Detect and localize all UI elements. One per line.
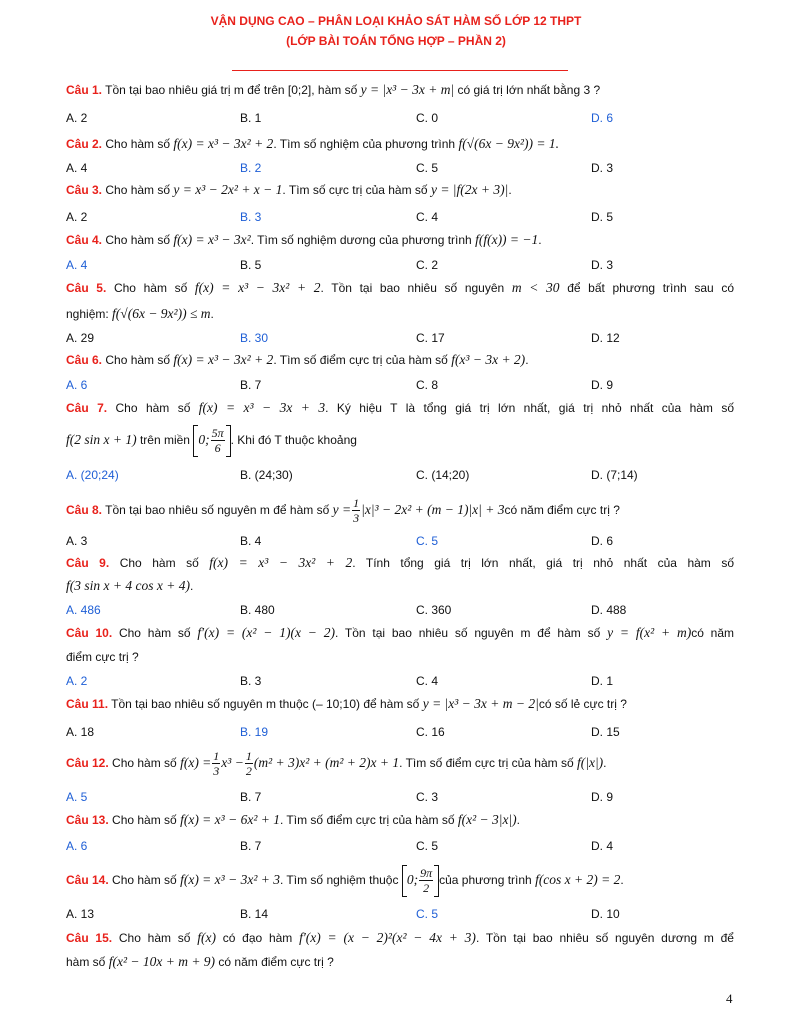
question-9 — [66, 553, 734, 573]
question-text: Cho hàm số — [105, 233, 171, 247]
question-text: . Tồn tại bao nhiêu số nguyên m để hàm số — [335, 626, 601, 640]
question-text: . — [620, 873, 624, 887]
math-expression: x³ − — [221, 755, 244, 770]
question-3 — [66, 180, 734, 200]
question-number: Câu 15. — [66, 931, 113, 945]
question-number: Câu 14. — [66, 873, 109, 887]
option-a: A. 4 — [66, 161, 88, 175]
question-text: . — [538, 233, 542, 247]
question-text: nghiệm: — [66, 307, 109, 321]
options-2 — [66, 161, 766, 177]
math-expression: f(cos x + 2) = 2 — [535, 872, 621, 887]
fraction-numerator: 1 — [245, 749, 252, 764]
option-c: C. 2 — [416, 258, 439, 272]
option-b: B. 480 — [240, 603, 275, 617]
option-d: D. 3 — [591, 258, 614, 272]
question-text: có năm điểm cực trị ? — [218, 955, 334, 969]
option-a-answer: A. 5 — [66, 790, 88, 804]
option-a-answer: A. 4 — [66, 258, 88, 272]
question-text: . Tồn tại bao nhiêu số nguyên — [320, 281, 505, 295]
options-6 — [66, 378, 766, 394]
option-b-answer: B. 3 — [240, 210, 262, 224]
fraction — [212, 750, 220, 777]
option-c: C. 5 — [416, 839, 439, 853]
question-number: Câu 13. — [66, 813, 109, 827]
question-text: . Tìm số điểm cực trị của hàm số — [279, 813, 455, 827]
math-expression: f(x² − 10x + m + 9) — [108, 954, 216, 969]
option-b: B. 7 — [240, 839, 262, 853]
fraction-denominator: 3 — [213, 764, 220, 779]
option-b: B. (24;30) — [240, 468, 293, 482]
question-9-line-2 — [66, 576, 734, 596]
question-12 — [66, 745, 734, 781]
question-number: Câu 4. — [66, 233, 103, 247]
question-number: Câu 8. — [66, 503, 103, 517]
option-c: C. 4 — [416, 674, 439, 688]
math-expression: 0; — [406, 872, 419, 887]
question-text: có năm — [691, 626, 735, 640]
question-number: Câu 1. — [66, 83, 103, 97]
question-14 — [66, 862, 734, 898]
option-d: D. 3 — [591, 161, 614, 175]
question-text: . Tìm số nghiệm dương của phương trình — [250, 233, 472, 247]
fraction-denominator: 2 — [245, 764, 252, 779]
question-text: . Tìm số nghiệm của phương trình — [273, 137, 456, 151]
question-number: Câu 12. — [66, 756, 109, 770]
question-text: . Tính tổng giá trị lớn nhất, giá trị nhỏ nhất của hàm số — [352, 556, 734, 570]
question-11 — [66, 694, 734, 714]
fraction — [245, 750, 253, 777]
options-9 — [66, 603, 766, 619]
option-a: A. 2 — [66, 111, 88, 125]
question-text: . Khi đó T thuộc khoảng — [230, 433, 357, 447]
option-b: B. 14 — [240, 907, 269, 921]
math-expression: f(x) = x³ − 3x² — [173, 232, 251, 247]
option-d: D. 9 — [591, 790, 614, 804]
option-d: D. 4 — [591, 839, 614, 853]
math-expression: f(x) = x³ − 3x² + 2 — [173, 136, 274, 151]
options-1 — [66, 111, 766, 127]
question-text: Cho hàm số — [112, 813, 177, 827]
question-15 — [66, 928, 734, 948]
option-a-answer: A. (20;24) — [66, 468, 119, 482]
option-d: D. (7;14) — [591, 468, 638, 482]
question-text: Cho hàm số — [118, 626, 191, 640]
question-1 — [66, 80, 734, 100]
option-b-answer: B. 2 — [240, 161, 262, 175]
option-c: C. 16 — [416, 725, 445, 739]
question-number: Câu 2. — [66, 137, 103, 151]
question-number: Câu 9. — [66, 556, 110, 570]
question-text: để bất phương trình sau có — [567, 281, 735, 295]
fraction — [419, 867, 433, 894]
option-c: C. 5 — [416, 161, 439, 175]
option-a-answer: A. 6 — [66, 839, 88, 853]
question-10 — [66, 623, 734, 643]
math-expression: f(x² − 3|x|) — [457, 812, 517, 827]
option-d: D. 5 — [591, 210, 614, 224]
math-expression: y = — [332, 502, 352, 517]
math-expression: f(x) = — [180, 755, 212, 770]
fraction-numerator: 5π — [211, 426, 224, 441]
header-divider — [232, 70, 568, 71]
math-expression: y = |x³ − 3x + m| — [360, 82, 455, 97]
question-text: . — [525, 353, 529, 367]
question-text: Cho hàm số — [105, 137, 171, 151]
option-d: D. 15 — [591, 725, 620, 739]
question-number: Câu 6. — [66, 353, 103, 367]
math-expression: y = x³ − 2x² + x − 1 — [173, 182, 283, 197]
question-text: có giá trị lớn nhất bằng 3 ? — [457, 83, 601, 97]
question-text: . — [516, 813, 521, 827]
option-c: C. 0 — [416, 111, 439, 125]
question-number: Câu 10. — [66, 626, 113, 640]
question-10-line-2 — [66, 647, 734, 667]
math-expression: m < 30 — [511, 280, 560, 295]
math-expression: f(x) = x³ − 3x² + 2 — [209, 555, 353, 570]
option-d-answer: D. 6 — [591, 111, 614, 125]
document-title: VẬN DỤNG CAO – PHÂN LOẠI KHẢO SÁT HÀM SỐ LỚP 12 THPT — [210, 14, 582, 28]
option-c-answer: C. 5 — [416, 907, 439, 921]
question-text: trên miền — [139, 433, 190, 447]
question-text: của phương trình — [439, 873, 532, 887]
page-number: 4 — [726, 991, 733, 1006]
option-b: B. 4 — [240, 534, 262, 548]
option-d: D. 10 — [591, 907, 620, 921]
question-6 — [66, 350, 734, 370]
question-7-line-2 — [66, 422, 734, 458]
question-number: Câu 3. — [66, 183, 103, 197]
question-2 — [66, 134, 734, 154]
math-expression: f′(x) = (x² − 1)(x − 2) — [197, 625, 335, 640]
math-expression: f(√(6x − 9x²)) ≤ m — [112, 306, 211, 321]
option-c: C. (14;20) — [416, 468, 470, 482]
option-a: A. 3 — [66, 534, 88, 548]
option-c: C. 4 — [416, 210, 439, 224]
option-b-answer: B. 19 — [240, 725, 269, 739]
options-11 — [66, 725, 766, 741]
option-d: D. 488 — [591, 603, 627, 617]
question-text: Tồn tại bao nhiêu số nguyên m thuộc (– 10;10) để hàm số — [111, 697, 420, 711]
option-c: C. 360 — [416, 603, 452, 617]
question-number: Câu 5. — [66, 281, 107, 295]
question-text: Cho hàm số — [105, 353, 171, 367]
question-text: . — [603, 756, 607, 770]
fraction — [211, 427, 225, 454]
question-text: hàm số — [66, 955, 106, 969]
option-c: C. 3 — [416, 790, 439, 804]
question-text: Cho hàm số — [112, 873, 177, 887]
option-d: D. 12 — [591, 331, 620, 345]
fraction-denominator: 3 — [353, 511, 360, 526]
fraction-denominator: 2 — [423, 881, 430, 896]
question-7 — [66, 398, 734, 418]
math-expression: f(x³ − 3x + 2) — [451, 352, 526, 367]
math-expression: 0; — [198, 432, 210, 447]
option-b: B. 3 — [240, 674, 262, 688]
question-text: Cho hàm số — [105, 183, 171, 197]
question-5 — [66, 278, 734, 298]
option-a: A. 18 — [66, 725, 95, 739]
math-expression: y = f(x² + m) — [607, 625, 692, 640]
fraction-denominator: 6 — [214, 441, 221, 456]
question-text: Tồn tại bao nhiêu giá trị m để trên [0;2], hàm số — [105, 83, 358, 97]
math-expression: |x|³ − 2x² + (m − 1)|x| + 3 — [361, 502, 505, 517]
option-a-answer: A. 2 — [66, 674, 88, 688]
math-expression: f(√(6x − 9x²)) = 1. — [458, 136, 559, 151]
question-text: Tồn tại bao nhiêu số nguyên m để hàm số — [105, 503, 330, 517]
options-10 — [66, 674, 766, 690]
options-14 — [66, 907, 766, 923]
math-expression: f(x) = x³ − 3x² + 2 — [194, 280, 321, 295]
question-text: . Tồn tại bao nhiêu số nguyên dương m để — [475, 931, 734, 945]
option-c-answer: C. 5 — [416, 534, 439, 548]
option-a-answer: A. 6 — [66, 378, 88, 392]
question-text: . Ký hiệu T là tổng giá trị lớn nhất, giá trị nhỏ nhất của hàm số — [325, 401, 734, 415]
math-expression: f′(x) = (x − 2)²(x² − 4x + 3) — [299, 930, 476, 945]
question-text: có số lẻ cực trị ? — [538, 697, 627, 711]
question-text: Cho hàm số — [113, 281, 188, 295]
math-expression: f(|x|) — [577, 755, 604, 770]
math-expression: (m² + 3)x² + (m² + 2)x + 1 — [253, 755, 400, 770]
option-c: C. 17 — [416, 331, 445, 345]
option-d: D. 6 — [591, 534, 614, 548]
question-13 — [66, 810, 734, 830]
question-4 — [66, 230, 734, 250]
option-b: B. 7 — [240, 378, 262, 392]
question-text: điểm cực trị ? — [66, 650, 139, 664]
options-7 — [66, 468, 766, 484]
options-8 — [66, 534, 766, 550]
math-expression: f(x) = x³ − 3x² + 3 — [180, 872, 280, 887]
option-a: A. 29 — [66, 331, 95, 345]
options-3 — [66, 210, 766, 226]
math-expression: f(x) — [197, 930, 216, 945]
option-d: D. 9 — [591, 378, 614, 392]
options-5 — [66, 331, 766, 347]
option-b: B. 5 — [240, 258, 262, 272]
document-subtitle: (LỚP BÀI TOÁN TỔNG HỢP – PHẦN 2) — [286, 34, 506, 48]
question-text: . — [210, 307, 214, 321]
question-text: Cho hàm số — [119, 556, 199, 570]
fraction-numerator: 9π — [420, 866, 433, 881]
question-text: Cho hàm số — [118, 931, 191, 945]
option-a-answer: A. 486 — [66, 603, 101, 617]
options-4 — [66, 258, 766, 274]
question-text: . Tìm số điểm cực trị của hàm số — [273, 353, 448, 367]
option-c: C. 8 — [416, 378, 439, 392]
option-b: B. 1 — [240, 111, 262, 125]
options-13 — [66, 839, 766, 855]
math-expression: y = |f(2x + 3)| — [430, 182, 509, 197]
math-expression: f(f(x)) = −1 — [475, 232, 539, 247]
option-d: D. 1 — [591, 674, 614, 688]
option-b: B. 7 — [240, 790, 262, 804]
question-text: . — [189, 579, 194, 593]
question-text: Cho hàm số — [112, 756, 177, 770]
option-a: A. 2 — [66, 210, 88, 224]
question-text: . — [508, 183, 512, 197]
options-12 — [66, 790, 766, 806]
question-text: . Tìm số nghiệm thuộc — [279, 873, 399, 887]
question-text: Cho hàm số — [115, 401, 191, 415]
math-expression: f(3 sin x + 4 cos x + 4) — [66, 578, 190, 593]
math-expression: f(x) = x³ − 3x² + 2 — [173, 352, 274, 367]
option-b-answer: B. 30 — [240, 331, 269, 345]
question-text: có đạo hàm — [222, 931, 293, 945]
math-expression: f(x) = x³ − 3x + 3 — [198, 400, 326, 415]
fraction-numerator: 1 — [213, 749, 220, 764]
fraction-numerator: 1 — [353, 496, 360, 511]
question-number: Câu 7. — [66, 401, 108, 415]
math-expression: f(x) = x³ − 6x² + 1 — [180, 812, 280, 827]
math-expression: y = |x³ − 3x + m − 2| — [422, 696, 539, 711]
question-15-line-2 — [66, 952, 734, 972]
question-text: . Tìm số cực trị của hàm số — [282, 183, 428, 197]
question-text: có năm điểm cực trị ? — [504, 503, 620, 517]
math-expression: f(2 sin x + 1) — [66, 432, 137, 447]
question-5-line-2 — [66, 304, 734, 324]
question-8 — [66, 492, 734, 528]
option-a: A. 13 — [66, 907, 95, 921]
question-number: Câu 11. — [66, 697, 109, 711]
question-text: . Tìm số điểm cực trị của hàm số — [399, 756, 574, 770]
fraction — [352, 497, 360, 524]
